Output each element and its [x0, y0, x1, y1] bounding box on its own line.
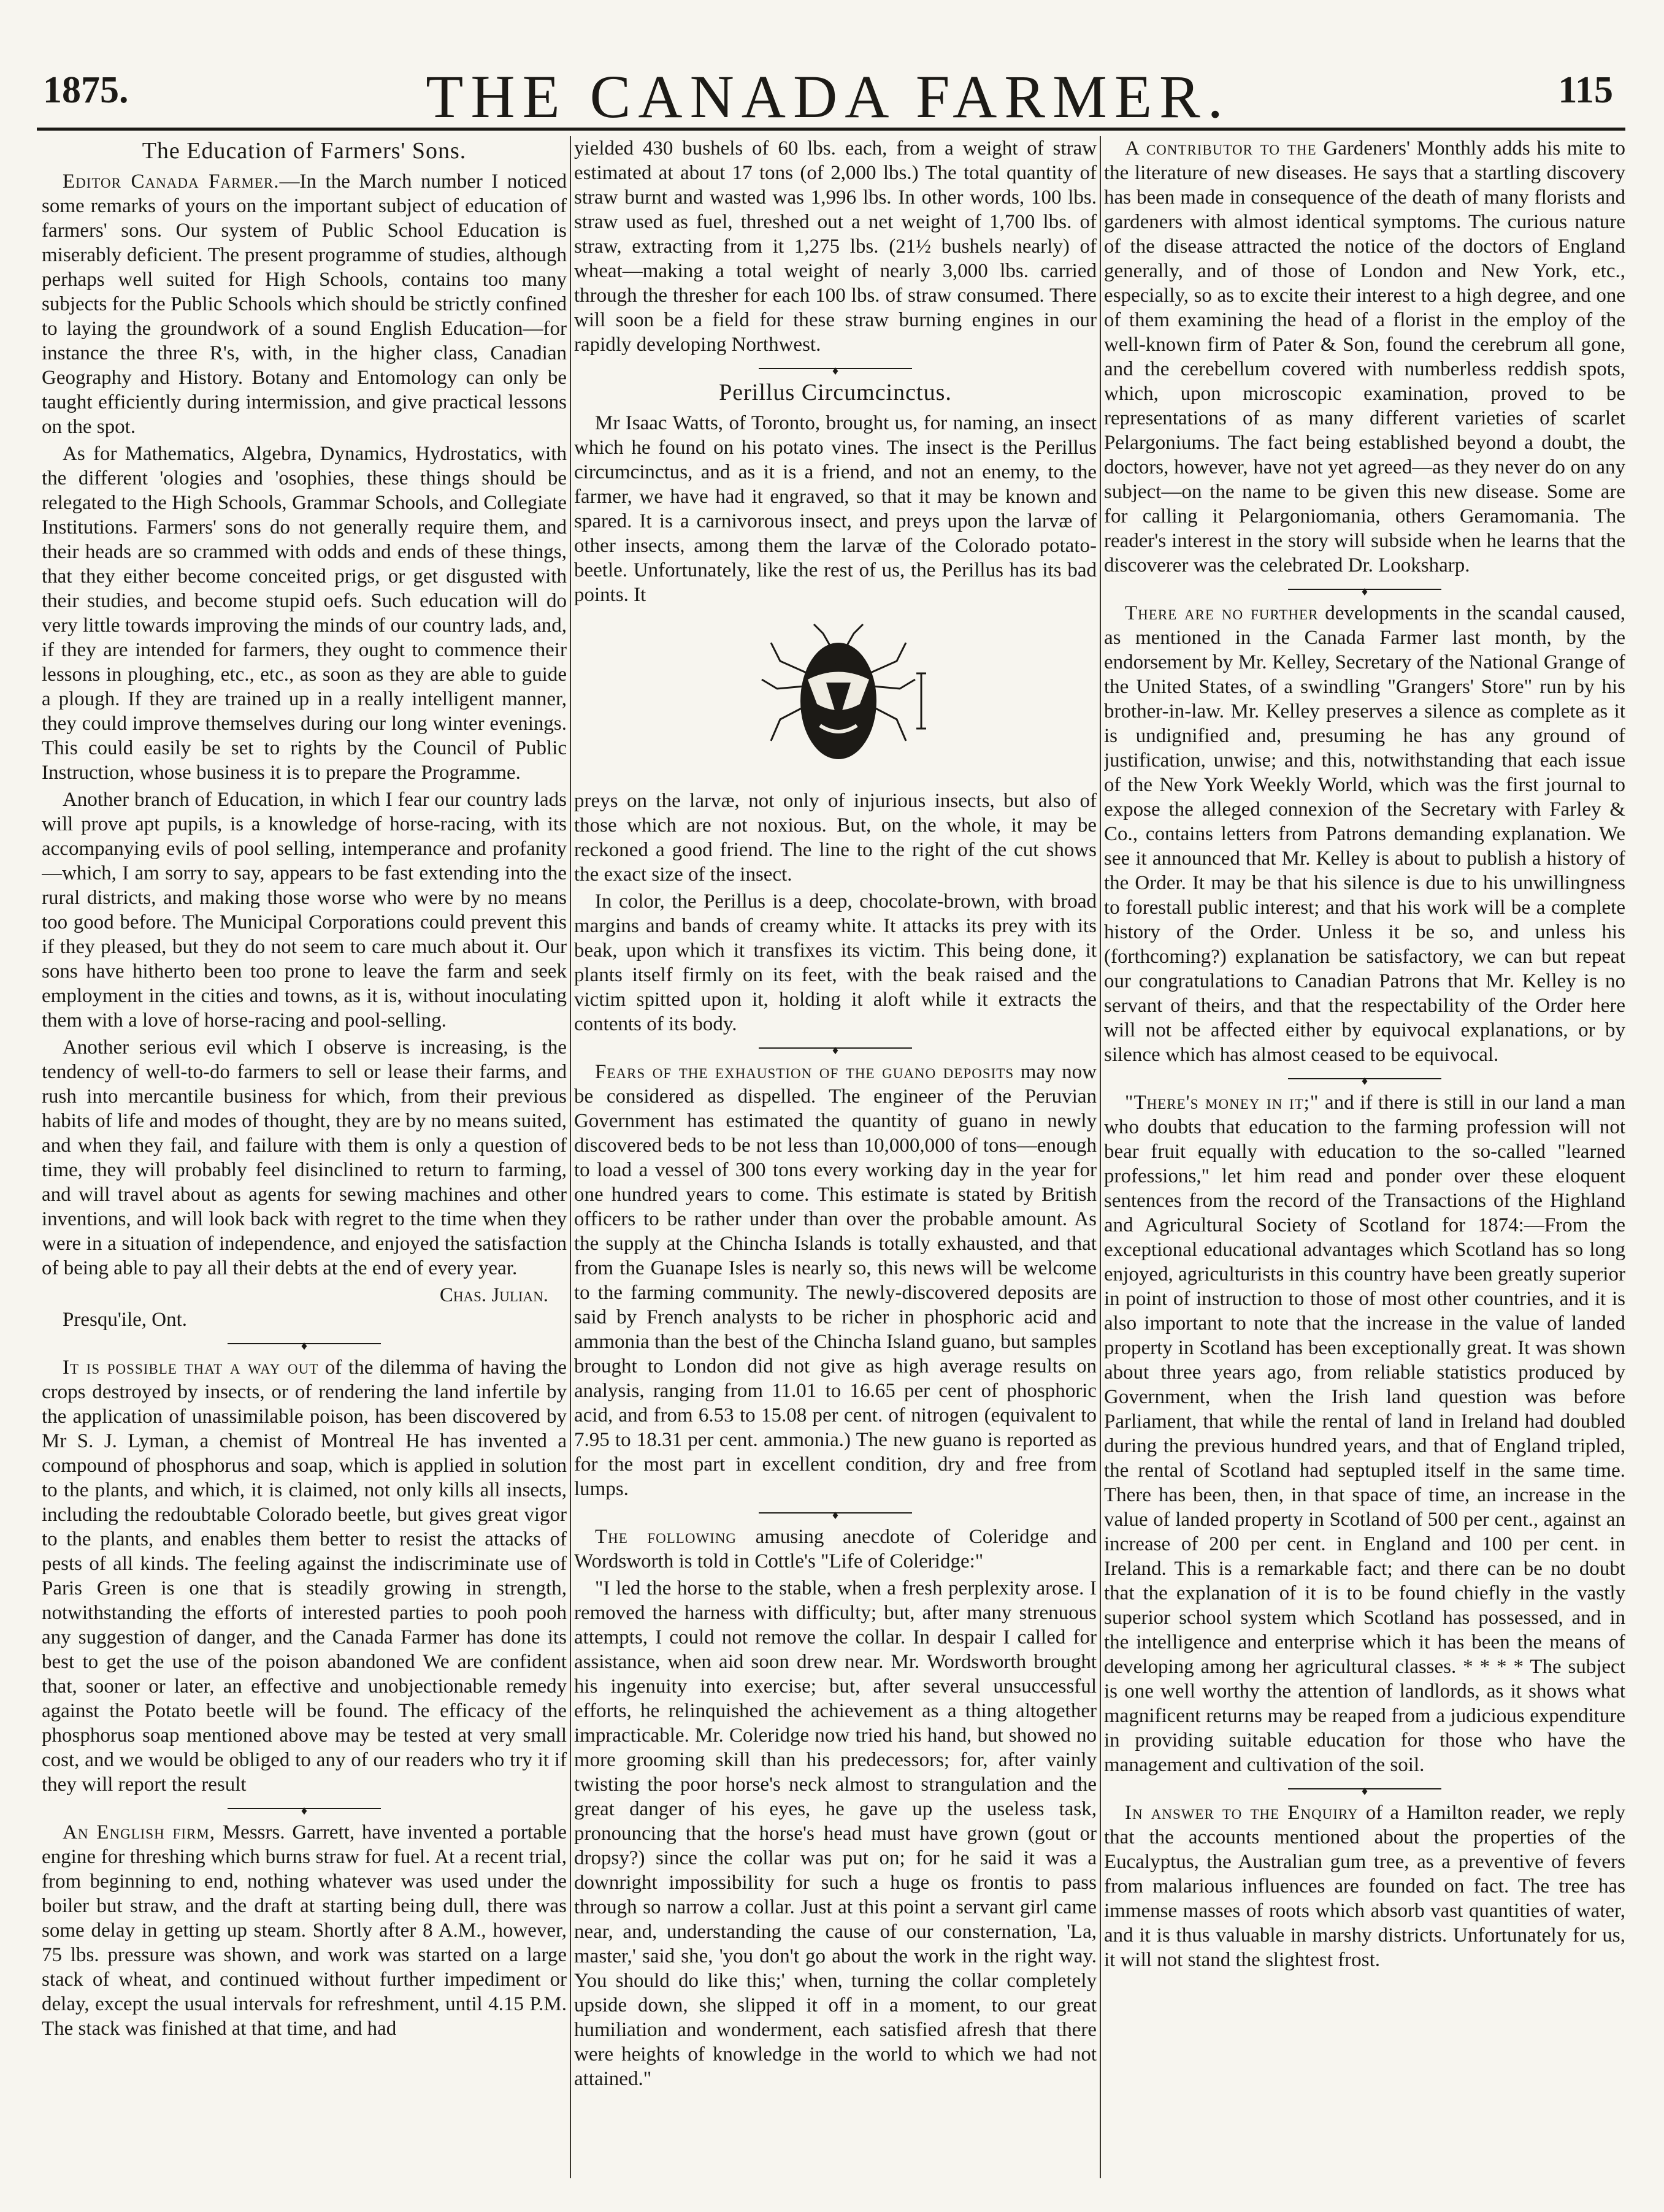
paragraph: There are no further developments in the scandal caused, as mentioned in the Canada Farmer last month, by the endorsement by Mr. Kelley, Secretary of the National Grange of the United States, of a swindling "Grangers' Store" run by his brother-in-law. Mr. Kelley preserves a silence as complete as it is undignified and, presuming he has any ground of justification, unwise; and this, notwithstanding that each issue of the New York Weekly World, which was the first journal to expose the alleged connexion of the Secretary with Farley & Co., contains letters from Patrons demanding explanation. We see it announced that Mr. Kelley is about to publish a history of the Order. It may be that his silence is due to his unwillingness to forestall public interest; and that his work will be a complete history of the Order. Unless it be so, and unless his (forthcoming?) explanation be satisfactory, we can but repeat our congratulations to Canadian Patrons that Mr. Kelley is no servant of theirs, and that the respectability of the Order here will not be affected either by equivocal explanations, or by silence which has almost ceased to be equivocal. — [1104, 602, 1625, 1066]
paragraph: "There's money in it;" and if there is still in our land a man who doubts that education to the farming profession will not bear fruit equally with education to the so-called "learned professions," let him read and ponder over these eloquent sentences from the record of the Transactions of the Highland and Agricultural Society of Scotland for 1874:—From the exceptional educational advantages which Scotland has so long enjoyed, agriculturists in this country have been greatly superior in point of instruction to those of most other countries, and it is also important to note that the increase in the value of landed property in Scotland has been exceptionally great. It was shown about three years ago, from reliable statistics produced by Government, when the Irish land question was before Parliament, that while the rental of land in Ireland had doubled during the previous hundred years, and that of England tripled, the rental of Scotland had septupled itself in the same time. There has been, then, in that space of time, an increase in the value of landed property in Scotland of 500 per cent., against an increase of 200 per cent. in England and 100 per cent. in Ireland. This is a remarkable fact; and there can be no doubt that the explanation of it is to be found chiefly in the vastly superior school system which Scotland has possessed, and in the intelligence and enterprise which it has been the means of developing among her agricultural classes. * * * * The subject is one well worthy the attention of landlords, as it shows what magnificent returns may be reaped from a judicious expenditure in providing suitable education for those who have the management and cultivation of the soil. — [1104, 1092, 1625, 1776]
section-separator — [42, 1343, 567, 1344]
lead-in: Fears of the exhaustion of the guano deposits — [595, 1061, 1014, 1083]
lead-in: The following — [595, 1526, 737, 1548]
paragraph: preys on the larvæ, not only of injurious insects, but also of those which are not noxious. But, on the whole, it may be reckoned a good friend. The line to the right of the cut shows the exact size of the insect. — [574, 790, 1097, 886]
page-number: 115 — [1558, 69, 1613, 111]
paragraph: The following amusing anecdote of Coleridge and Wordsworth is told in Cottle's "Life of Coleridge:" — [574, 1526, 1097, 1572]
letter-place: Presqu'ile, Ont. — [63, 1309, 188, 1331]
column-divider-1 — [570, 136, 571, 2178]
lead-in: An English firm, — [63, 1821, 216, 1843]
section-separator — [574, 368, 1097, 369]
section-separator — [574, 1047, 1097, 1049]
masthead-rule — [37, 128, 1625, 131]
issue-year: 1875. — [43, 69, 129, 111]
quotation: "I led the horse to the stable, when a fresh perplexity arose. I removed the harness with difficulty; but, after many strenuous attempts, I could not remove the collar. In despair I called for assistance, when aid soon drew near. Mr. Wordsworth brought his ingenuity into exercise; but, after several unsuccessful efforts, he relinquished the achievement as a thing altogether impracticable. Mr. Coleridge now tried his hand, but showed no more grooming skill than his predecessors; for, after vainly twisting the poor horse's neck almost to strangulation and the great danger of his eyes, he gave up the useless task, pronouncing that the horse's head must have grown (gout or dropsy?) since the collar was put on; for he said it was a downright impossibility for such a huge os frontis to pass through so narrow a collar. Just at this point a servant girl came near, and, understanding the cause of our consternation, 'La, master,' said she, 'you don't go about the work in the right way. You should do like this;' when, turning the collar completely upside down, she slipped it off in a moment, to our great humiliation and wonderment, each satisfied afresh that there were heights of knowledge in the world to which we had not attained." — [574, 1577, 1097, 2090]
newspaper-title: THE CANADA FARMER. — [426, 63, 1230, 131]
lead-in: "There's money in it;" — [1125, 1092, 1319, 1114]
section-separator — [1104, 1078, 1625, 1079]
paragraph: In answer to the Enquiry of a Hamilton reader, we reply that the accounts mentioned about the properties of the Eucalyptus, the Australian gum tree, as a preventive of fevers from malarious influences are founded on fact. The tree has immense masses of roots which absorb vast quantities of water, and it is thus valuable in marshy districts. Unfortunately for us, it will not stand the slightest frost. — [1104, 1802, 1625, 1971]
column-3 — [1104, 136, 1625, 2178]
lead-in: There are no further — [1125, 602, 1319, 624]
beetle-illustration — [574, 618, 1097, 778]
paragraph: Fears of the exhaustion of the guano deposits may now be considered as dispelled. The engineer of the Peruvian Government has estimated the quantity of guano in newly discovered beds to be not less than 10,000,000 of tons—enough to load a vessel of 300 tons every working day in the year for one hundred years to come. This estimate is stated by British officers to be rather under than over the probable amount. As the supply at the Chincha Islands is totally exhausted, and that from the Guanape Isles is nearly so, this news will be welcome to the farming community. The newly-discovered deposits are said by French analysts to be richer in phosphoric acid and ammonia than the best of the Chincha Island guano, but samples brought to London did not give as high average results on analysis, ranging from 11.01 to 16.65 per cent of phosphoric acid, and from 6.53 to 15.08 per cent. of nitrogen (equivalent to 7.95 to 18.31 per cent. ammonia.) The new guano is reported as for the most part in excellent condition, dry and free from lumps. — [574, 1061, 1097, 1500]
section-separator — [1104, 589, 1625, 590]
column-2 — [574, 136, 1097, 2178]
column-1 — [42, 136, 567, 2178]
lead-in: In answer to the Enquiry — [1125, 1802, 1359, 1824]
section-separator — [574, 1512, 1097, 1514]
letter-salutation: Editor Canada Farmer. — [63, 170, 280, 193]
paragraph: Editor Canada Farmer.—In the March number I noticed some remarks of yours on the important subject of education of farmers' sons. Our system of Public School Education is miserably deficient. The present programme of studies, although perhaps well suited for High Schools, contains too many subjects for the Public Schools which should be strictly confined to laying the groundwork of a sound English Education—for instance the three R's, with, in the higher class, Canadian Geography and History. Botany and Entomology can only be taught efficiently during intermission, and give practical lessons on the spot. — [42, 170, 567, 438]
paragraph: It is possible that a way out of the dilemma of having the crops destroyed by insects, or of rendering the land infertile by the application of unassimilable poison, has been discovered by Mr S. J. Lyman, a chemist of Montreal He has invented a compound of phosphorus and soap, which is applied in solution to the plants, and which, it is claimed, not only kills all insects, including the redoubtable Colorado beetle, but gives great vigor to the plants, and enables them better to resist the attacks of pests of all kinds. The feeling against the indiscriminate use of Paris Green is one that is steadily growing in strength, notwithstanding the efforts of interested parties to pooh pooh any suggestion of danger, and the Canada Farmer has done its best to get the use of the poison abandoned We are confident that, sooner or later, an effective and unobjectionable remedy against the Potato beetle will be found. The efficacy of the phosphorus soap mentioned above may be tested at very small cost, and we would be obliged to any of our readers who try it if they will report the result — [42, 1357, 567, 1796]
section-separator — [1104, 1788, 1625, 1789]
beetle-engraving-icon — [743, 618, 927, 778]
paragraph: A contributor to the Gardeners' Monthly adds his mite to the literature of new diseases. He says that a startling discovery has been made in consequence of the death of many florists and gardeners with almost identical symptoms. The curious nature of the disease attracted the notice of the doctors of England generally, and of those of London and New York, etc., especially, so as to excite their interest to a high degree, and one of them examining the head of a florist in the employ of the well-known firm of Pater & Son, found the cerebrum all gone, and the cerebellum covered with numberless reddish spots, which, upon microscopic examination, proved to be representations of as many different varieties of scarlet Pelargoniums. The fact being established beyond a doubt, the doctors, however, have not yet agreed—as they never do on any subject—on the name to be given this new disease. Some are for calling it Pelargoniomania, others Geramomania. The reader's interest in the story will subside when he learns that the discoverer was the celebrated Dr. Looksharp. — [1104, 137, 1625, 576]
paragraph: In color, the Perillus is a deep, chocolate-brown, with broad margins and bands of creamy white. It attacks its prey with its beak, upon which it transfixes its victim. This being done, it plants itself firmly on its feet, with the beak raised and the victim spitted upon it, holding it aloft while it extracts the contents of its body. — [574, 890, 1097, 1035]
lead-in: It is possible that a way out — [63, 1357, 319, 1379]
paragraph: Another serious evil which I observe is increasing, is the tendency of well-to-do farmers to sell or lease their farms, and rush into mercantile business for which, from their previous habits of life and modes of thought, they are by no means suited, and when they fail, and failure with them is only a question of time, they will probably feel disinclined to return to farming, and will travel about as agents for sewing machines and other inventions, and will look back with regret to the time when they were in a situation of independence, and enjoyed the satisfaction of being able to pay all their debts at the end of every year. — [42, 1036, 567, 1279]
column-divider-2 — [1100, 136, 1101, 2178]
article-headline-perillus: Perillus Circumcinctus. — [719, 380, 952, 405]
paragraph: An English firm, Messrs. Garrett, have invented a portable engine for threshing which burns straw for fuel. At a recent trial, from beginning to end, nothing whatever was used under the boiler but straw, and the draft at starting being dull, there was some delay in getting up steam. Shortly after 8 A.M., however, 75 lbs. pressure was shown, and work was started on a large stack of wheat, and continued without further impediment or delay, except the usual intervals for refreshment, until 4.15 P.M. The stack was finished at that time, and had — [42, 1821, 567, 2040]
paragraph: As for Mathematics, Algebra, Dynamics, Hydrostatics, with the different 'ologies and 'osophies, these things should be relegated to the High Schools, Grammar Schools, and Collegiate Institutions. Farmers' sons do not generally require them, and their heads are so crammed with odds and ends of these things, that they either become conceited prigs, or get disgusted with their studies, and become stupid oefs. Such education will do very little towards improving the minds of our country lads, and, if they are intended for farmers, they ought to commence their lessons in ploughing, etc., etc., as soon as they are able to guide a plough. If they are trained up in a really intelligent manner, they could improve themselves during our long winter evenings. This could easily be set to rights by the Council of Public Instruction, whose business it is to prepare the Programme. — [42, 443, 567, 784]
paragraph: Mr Isaac Watts, of Toronto, brought us, for naming, an insect which he found on his potato vines. The insect is the Perillus circumcinctus, and as it is a friend, and not an enemy, to the farmer, we have had it engraved, so that it may be known and spared. It is a carnivorous insect, and preys upon the larvæ of other insects, among them the larvæ of the Colorado potato-beetle. Unfortunately, like the rest of us, the Perillus has its bad points. It — [574, 412, 1097, 606]
paragraph: Another branch of Education, in which I fear our country lads will prove apt pupils, is a knowledge of horse-racing, with its accompanying evils of pool selling, intemperance and profanity—which, I am sorry to say, appears to be fast extending into the rural districts, and making those worse who were by no means too good before. The Municipal Corporations could prevent this if they pleased, but they do not seem to care much about it. Our sons have hitherto been too prone to leave the farm and seek employment in the cities and towns, as it is, without inoculating them with a love of horse-racing and pool-selling. — [42, 789, 567, 1031]
section-separator — [42, 1808, 567, 1809]
letter-signature: Chas. Julian. — [439, 1284, 548, 1306]
paragraph: yielded 430 bushels of 60 lbs. each, from a weight of straw estimated at about 17 tons (of 2,000 lbs.) The total quantity of straw burnt and wasted was 1,996 lbs. In other words, 100 lbs. straw used as fuel, threshed out a net weight of 1,700 lbs. of straw, extracting from it 1,275 lbs. (21½ bushels nearly) of wheat—making a total weight of nearly 3,000 lbs. carried through the thresher for each 100 lbs. of straw consumed. There will soon be a field for these straw burning engines in our rapidly developing Northwest. — [574, 137, 1097, 356]
lead-in: A contributor to the — [1125, 137, 1317, 159]
masthead — [37, 37, 1619, 129]
article-headline-education: The Education of Farmers' Sons. — [142, 138, 467, 164]
